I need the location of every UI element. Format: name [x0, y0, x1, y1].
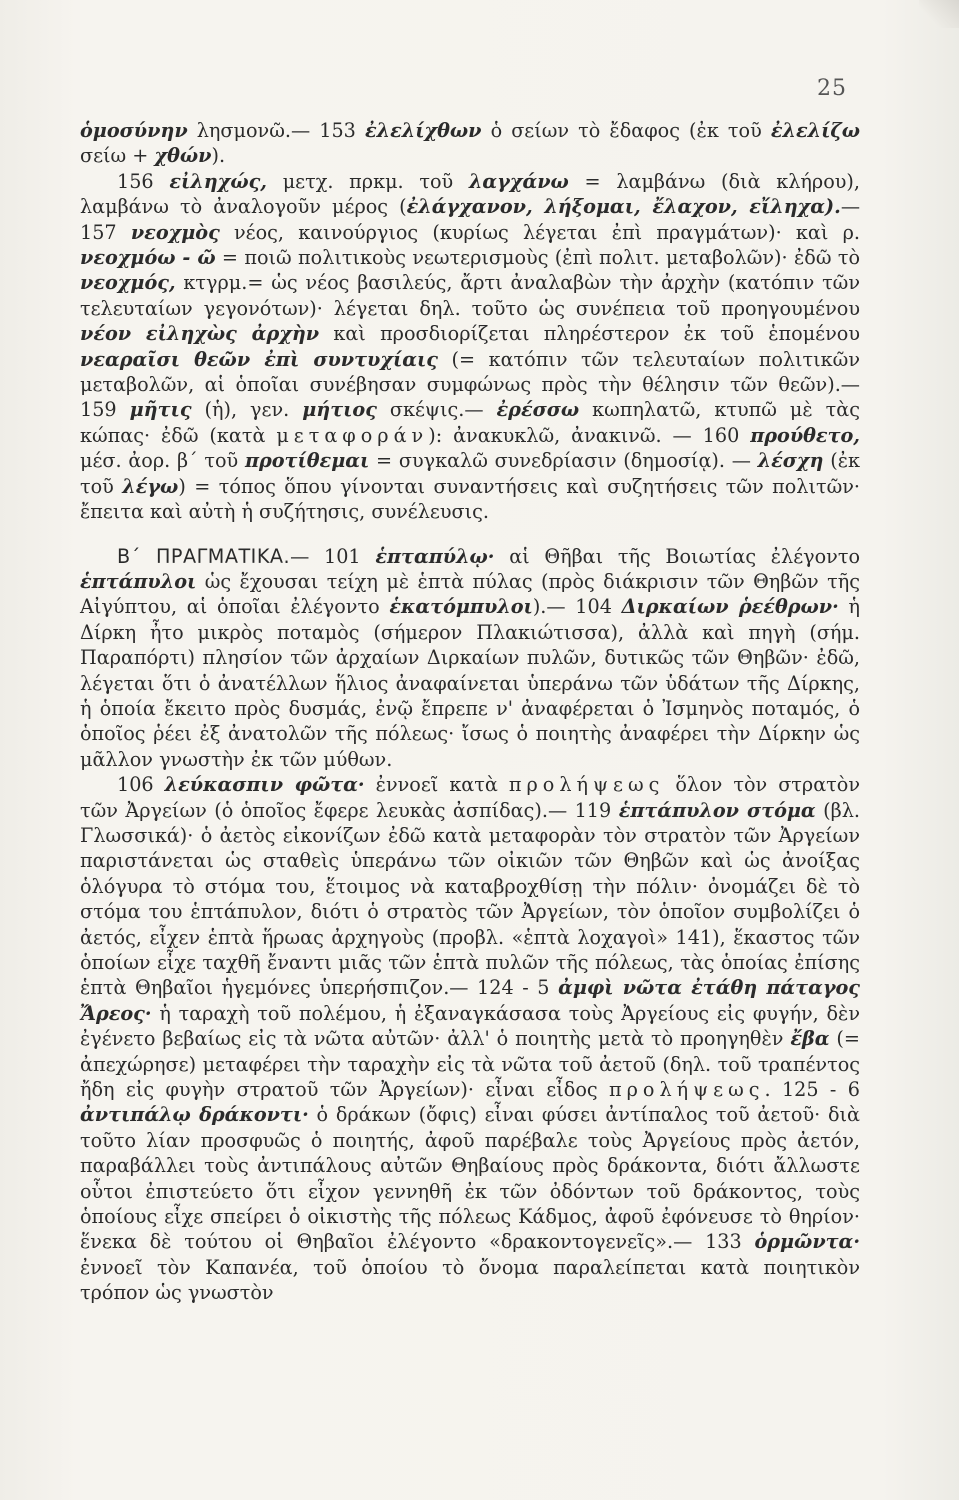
- gloss: (ἡ), γεν.: [191, 398, 303, 422]
- lemma: ὁρμῶντα·: [754, 1230, 860, 1254]
- gloss: σείω +: [80, 144, 155, 168]
- spaced-word: προλήψεως: [609, 1078, 765, 1102]
- gloss: (= κατόπιν τῶν τελευταίων πολιτικῶν μεταβολῶν, αἱ ὁποῖαι συνέβησαν συμφώνως πρὸς τὴν θέλησιν τῶν θεῶν).— 159: [80, 347, 860, 422]
- lemma: νεοχμὸς: [130, 220, 220, 244]
- lemma: λαγχάνω: [468, 169, 569, 193]
- gloss: (ἐκ τοῦ: [80, 449, 861, 498]
- gloss: = ποιῶ πολιτικοὺς νεωτερισμοὺς (ἐπὶ πολιτ. μεταβολῶν)· ἐδῶ τὸ: [215, 246, 860, 270]
- paragraph-2: [80, 169, 860, 525]
- lemma: ἑκατόμπυλοι: [389, 595, 533, 619]
- lemma: εἰληχώς,: [169, 169, 267, 193]
- lemma: Διρκαίων ῥεέθρων·: [621, 595, 839, 619]
- lemma: ἐλελίζω: [770, 119, 860, 142]
- spaced-word: μεταφοράν: [276, 423, 429, 447]
- gloss: ἡ Δίρκη ἦτο μικρὸς ποταμὸς (σήμερον Πλακιώτισσα), ἀλλὰ καὶ πηγὴ (σήμ. Παραπόρτι) πλησίον τῶν ἀρχαίων Διρκαίων πυλῶν, δυτικῶς τῶν Θηβῶν· ἐδῶ, λέγεται ὅτι ὁ ἀνατέλλων ἥλιος ἀναφαίνεται ὑπεράνω τῶν ὑδάτων τῆς Δίρκης, ἡ ὁποία ἔκειτο πρὸς δυσμάς, ἐνῷ ἔπρεπε ν' ἀναφέρεται ὁ Ἰσμηνὸς ποταμός, ὁ ὁποῖος ῥέει ἐξ ἀνατολῶν τῆς πόλεως· ἴσως ὁ ποιητὴς ἀναφέρει τὴν Δίρκην ὡς μᾶλλον γνωστὴν ἐκ τῶν μύθων.: [80, 595, 860, 771]
- lemma: λεύκασπιν φῶτα·: [164, 773, 365, 797]
- verse-ref: 156: [117, 169, 170, 193]
- lemma: ἐρέσσω: [496, 398, 580, 422]
- lemma: λέσχη: [757, 449, 824, 473]
- lemma: λέγω: [122, 474, 179, 498]
- gloss: = συγκαλῶ συνεδρίασιν (δημοσίᾳ). —: [369, 449, 758, 473]
- lemma: νέον εἰληχὼς ἀρχὴν: [80, 322, 320, 346]
- gloss: ).: [211, 144, 226, 168]
- gloss: ).— 104: [532, 595, 622, 619]
- gloss: ἐννοεῖ κατὰ: [364, 773, 509, 797]
- gloss: μέσ. ἀορ. β΄ τοῦ: [80, 449, 245, 473]
- gloss: ἡ ταραχὴ τοῦ πολέμου, ἡ ἐξαναγκάσασα τοὺς Ἀργείους εἰς φυγήν, δὲν ἐγένετο βεβαίως εἰς τὰ νῶτα αὐτῶν· ἀλλ' ὁ ποιητὴς μετὰ τὸ προηγηθὲν: [80, 1001, 860, 1051]
- gloss: ὡς ἔχουσαι τείχη μὲ ἑπτὰ πύλας (πρὸς διάκρισιν τῶν Θηβῶν τῆς Αἰγύπτου, αἱ ὁποῖαι ἐλέγοντο: [80, 569, 860, 619]
- paragraph-4: [80, 772, 860, 1306]
- lemma: νεοχμόω - ῶ: [80, 246, 216, 270]
- page-number: 25: [817, 76, 847, 101]
- lemma: ἀντιπάλῳ δράκοντι·: [80, 1103, 309, 1127]
- lemma: προύθετο,: [750, 423, 860, 447]
- lemma: προτίθεμαι: [244, 449, 370, 473]
- gloss: μετχ. πρκμ. τοῦ: [266, 169, 469, 193]
- commentary-body: [80, 118, 860, 1306]
- gloss: ὁ σείων τὸ ἔδαφος (ἐκ τοῦ: [481, 119, 771, 142]
- lemma: ἑπτάπυλοι: [80, 569, 197, 593]
- verse-ref: 106: [117, 773, 165, 797]
- gloss: — 101: [290, 544, 376, 568]
- page-corner-fold: [919, 0, 959, 28]
- gloss: καὶ προσδιορίζεται πληρέστερον ἐκ τοῦ ἑπομένου: [319, 322, 860, 346]
- lemma: χθών: [154, 144, 212, 168]
- lemma: ἐλελίχθων: [364, 119, 482, 142]
- gloss: κωπηλατῶ, κτυπῶ μὲ τὰς κώπας· ἐδῶ (κατὰ: [80, 398, 860, 447]
- gloss: ): ἀνακυκλῶ, ἀνακινῶ. — 160: [428, 423, 751, 447]
- gloss: σκέψις.—: [376, 398, 497, 422]
- lemma: ἐλάγχανον, λήξομαι, ἔλαχον, εἴληχα).: [406, 195, 841, 219]
- section-heading: Β΄ ΠΡΑΓΜΑΤΙΚΑ.: [117, 544, 291, 568]
- gloss: = λαμβάνω (διὰ κλήρου), λαμβάνω τὸ ἀναλογοῦν μέρος (: [80, 169, 860, 219]
- gloss: κτγρμ.= ὡς νέος βασιλεύς, ἄρτι ἀναλαβὼν τὴν ἀρχὴν (κατόπιν τῶν τελευταίων γεγονότων)· λέγεται δηλ. τοῦτο ὡς συνέπεια τοῦ προηγουμένου: [80, 271, 860, 320]
- gloss: ) = τόπος ὅπου γίνονται συναντήσεις καὶ συζητήσεις τῶν πολιτῶν· ἔπειτα καὶ αὐτὴ ἡ συζήτησις, συνέλευσις.: [80, 474, 860, 524]
- gloss: ἐννοεῖ τὸν Καπανέα, τοῦ ὁποίου τὸ ὄνομα παραλείπεται κατὰ ποιητικὸν τρόπον ὡς γνωστὸν: [80, 1255, 860, 1305]
- gloss: ὁ δράκων (ὄφις) εἶναι φύσει ἀντίπαλος τοῦ ἀετοῦ· διὰ τοῦτο λίαν προσφυῶς ὁ ποιητής, ἀφοῦ παρέβαλε τοὺς Ἀργείους πρὸς ἀετόν, παραβάλλει τοὺς ἀντιπάλους αὐτῶν Θηβαίους πρὸς δράκοντα, διότι ἄλλωστε οὗτοι ἐπιστεύετο ὅτι εἶχον γεννηθῆ ἐκ τῶν ὀδόντων τοῦ δράκοντος, τοὺς ὁποίους εἶχε σπείρει ὁ οἰκιστὴς τῆς πόλεως Κάδμος, ἀφοῦ ἐφόνευσε τὸ θηρίον· ἕνεκα δὲ τούτου οἱ Θηβαῖοι ἐλέγοντο «δρακοντογενεῖς».— 133: [80, 1103, 860, 1254]
- lemma: μῆτις: [129, 398, 192, 422]
- lemma: ἑπτάπυλον στόμα: [618, 798, 816, 822]
- gloss: αἱ Θῆβαι τῆς Βοιωτίας ἐλέγοντο: [494, 544, 861, 568]
- gloss: (βλ. Γλωσσικά)· ὁ ἀετὸς εἰκονίζων ἐδῶ κατὰ μεταφορὰν τὸν στρατὸν τῶν Ἀργείων παριστάνεται ὡς σταθεὶς ὑπεράνω τῶν οἰκιῶν τῶν Θηβῶν καὶ ὡς ἀνοίξας ὁλόγυρα τὸ στόμα του, ἕτοιμος νὰ καταβροχθίσῃ τὴν πόλιν· ὀνομάζει δὲ τὸ στόμα του ἑπτάπυλον, διότι ὁ στρατὸς τῶν Ἀργείων, τὸν ὁποῖον συμβολίζει ὁ ἀετός, εἶχεν ἑπτὰ ἥρωας ἀρχηγοὺς (προβλ. «ἑπτὰ λοχαγοὶ» 141), ἕκαστος τῶν ὁποίων εἶχε ταχθῆ ἔναντι μιᾶς τῶν ἑπτὰ πυλῶν τῆς πόλεως, τὰς ὁποίας ἐπίσης ἑπτὰ Θηβαῖοι ἡγεμόνες ὑπερήσπιζον.— 124 - 5: [80, 798, 860, 1000]
- lemma: νεοχμός,: [80, 271, 176, 295]
- gloss: ὅλον τὸν στρατὸν τῶν Ἀργείων (ὁ ὁποῖος ἔφερε λευκὰς ἀσπίδας).— 119: [80, 773, 860, 822]
- lemma: ἑπταπύλῳ·: [375, 544, 495, 568]
- lemma: ἔβα: [790, 1027, 830, 1051]
- gloss: λησμονῶ.— 153: [187, 119, 365, 142]
- spaced-word: προλήψεως: [508, 773, 665, 797]
- gloss: (= ἀπεχώρησε) μεταφέρει τὴν ταραχὴν εἰς τὰ νῶτα τοῦ ἀετοῦ (δηλ. τοῦ τραπέντος ἤδη εἰς φυγὴν στρατοῦ τῶν Ἀργείων)· εἶναι εἶδος: [80, 1027, 860, 1102]
- lemma: ἀμφὶ νῶτα ἐτάθη πάταγος Ἄρεος·: [80, 976, 860, 1025]
- lemma: ὁμοσύνην: [80, 119, 188, 142]
- gloss: — 157: [80, 195, 860, 244]
- lemma: μήτιος: [302, 398, 377, 422]
- gloss: . 125 - 6: [764, 1078, 860, 1102]
- lemma: νεαραῖσι θεῶν ἐπὶ συντυχίαις: [80, 347, 438, 371]
- paragraph-1: [80, 118, 860, 169]
- gloss: νέος, καινούργιος (κυρίως λέγεται ἐπὶ πραγμάτων)· καὶ ρ.: [219, 220, 860, 244]
- paragraph-3: [80, 544, 860, 773]
